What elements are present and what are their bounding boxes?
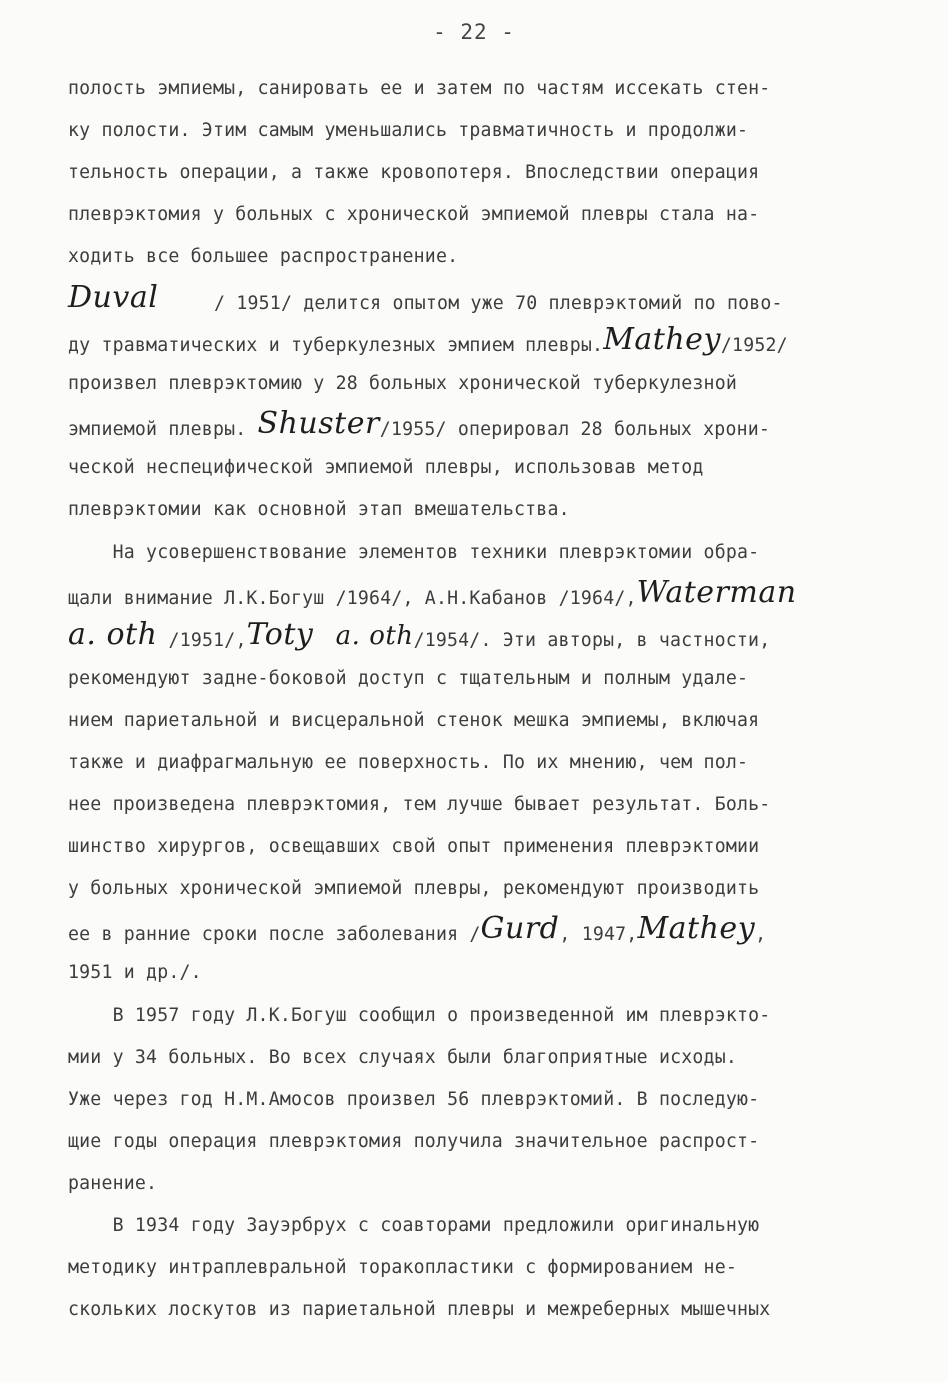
text-line	[68, 751, 748, 775]
typed-text: нием париетальной и висцеральной стенок мешка эмпиемы, включая	[68, 710, 760, 731]
typed-text: / 1951/ делится опытом уже 70 плеврэктомий по пово-	[158, 293, 783, 314]
typed-text: ,	[755, 924, 767, 945]
handwritten-name: Gurd	[480, 911, 560, 946]
typed-text: щие годы операция плеврэктомия получила значительное распрост-	[68, 1131, 760, 1152]
handwritten-name: a. oth	[335, 621, 414, 651]
typed-text: произвел плеврэктомию у 28 больных хронической туберкулезной	[68, 373, 737, 394]
text-line	[68, 203, 759, 227]
text-line	[68, 1004, 770, 1028]
typed-text: /1951/,	[157, 630, 247, 651]
text-line	[68, 406, 771, 442]
typed-text: шинство хирургов, освещавших свой опыт применения плеврэктомии	[68, 836, 760, 857]
typed-text: В 1957 году Л.К.Богуш сообщил о произведенной им плеврэкто-	[68, 1005, 771, 1026]
text-line	[68, 1046, 737, 1070]
handwritten-name: Duval	[68, 280, 159, 315]
typed-text: плеврэктомии как основной этап вмешательства.	[68, 499, 570, 520]
typed-text: ходить все большее распространение.	[68, 246, 459, 267]
typed-text: /1952/	[720, 335, 788, 356]
text-line	[68, 372, 737, 396]
handwritten-name: Waterman	[636, 575, 797, 610]
text-line	[68, 77, 770, 101]
typed-text: щали внимание Л.К.Богуш /1964/, А.Н.Кабанов /1964/,	[68, 588, 637, 609]
typed-text: ку полости. Этим самым уменьшались травматичность и продолжи-	[68, 120, 749, 141]
text-line	[68, 541, 759, 565]
typed-text: плеврэктомия у больных с хронической эмпиемой плевры стала на-	[68, 204, 760, 225]
typed-text	[313, 630, 335, 651]
text-line	[68, 322, 788, 358]
typed-text: также и диафрагмальную ее поверхность. По их мнению, чем пол-	[68, 752, 749, 773]
text-line	[68, 667, 748, 691]
text-line	[68, 280, 783, 316]
page-number: - 22 -	[433, 20, 515, 44]
typed-text: /1954/. Эти авторы, в частности,	[413, 630, 771, 651]
text-line	[68, 245, 458, 269]
text-line	[68, 575, 797, 611]
typed-text: /1955/ оперировал 28 больных хрони-	[379, 419, 771, 440]
text-line	[68, 1172, 157, 1196]
typed-text: ранение.	[68, 1173, 158, 1194]
text-line	[68, 709, 759, 733]
typed-text: На усовершенствование элементов техники плеврэктомии обра-	[68, 542, 760, 563]
typed-text: скольких лоскутов из париетальной плевры и межреберных мышечных	[68, 1299, 771, 1320]
typed-text: методику интраплевральной торакопластики с формированием не-	[68, 1257, 737, 1278]
typed-text: мии у 34 больных. Во всех случаях были благоприятные исходы.	[68, 1047, 737, 1068]
text-line	[68, 119, 748, 143]
typed-text: полость эмпиемы, санировать ее и затем по частям иссекать стен-	[68, 78, 771, 99]
text-line	[68, 1214, 759, 1238]
text-line	[68, 617, 771, 653]
text-line	[68, 498, 570, 522]
handwritten-name: Mathey	[637, 911, 756, 946]
typed-text: ду травматических и туберкулезных эмпием плевры.	[68, 335, 604, 356]
text-line	[68, 877, 759, 901]
text-line	[68, 835, 759, 859]
typed-text: , 1947,	[559, 924, 638, 945]
text-line	[68, 1130, 759, 1154]
text-line	[68, 161, 759, 185]
typed-text: нее произведена плеврэктомия, тем лучше бывает результат. Боль-	[68, 794, 771, 815]
typed-text: тельность операции, а также кровопотеря. Впоследствии операция	[68, 162, 760, 183]
typed-text: ее в ранние сроки после заболевания /	[68, 924, 481, 945]
typed-text: Уже через год Н.М.Амосов произвел 56 плеврэктомий. В последую-	[68, 1089, 760, 1110]
typed-text: у больных хронической эмпиемой плевры, рекомендуют производить	[68, 878, 760, 899]
typed-text: рекомендуют задне-боковой доступ с тщательным и полным удале-	[68, 668, 749, 689]
handwritten-name: Toty	[246, 617, 314, 652]
text-line	[68, 961, 202, 985]
typed-text: 1951 и др./.	[68, 962, 202, 983]
handwritten-name: Mathey	[603, 322, 721, 357]
text-line	[68, 1088, 759, 1112]
text-line	[68, 793, 770, 817]
typed-text: В 1934 году Зауэрбрух с соавторами предложили оригинальную	[68, 1215, 760, 1236]
typed-text: ческой неспецифической эмпиемой плевры, использовав метод	[68, 457, 704, 478]
text-line	[68, 456, 704, 480]
typed-text: эмпиемой плевры.	[68, 419, 258, 440]
text-line	[68, 911, 767, 947]
text-line	[68, 1256, 737, 1280]
handwritten-name: a. oth	[68, 617, 158, 652]
text-line	[68, 1298, 770, 1322]
handwritten-name: Shuster	[257, 406, 380, 441]
